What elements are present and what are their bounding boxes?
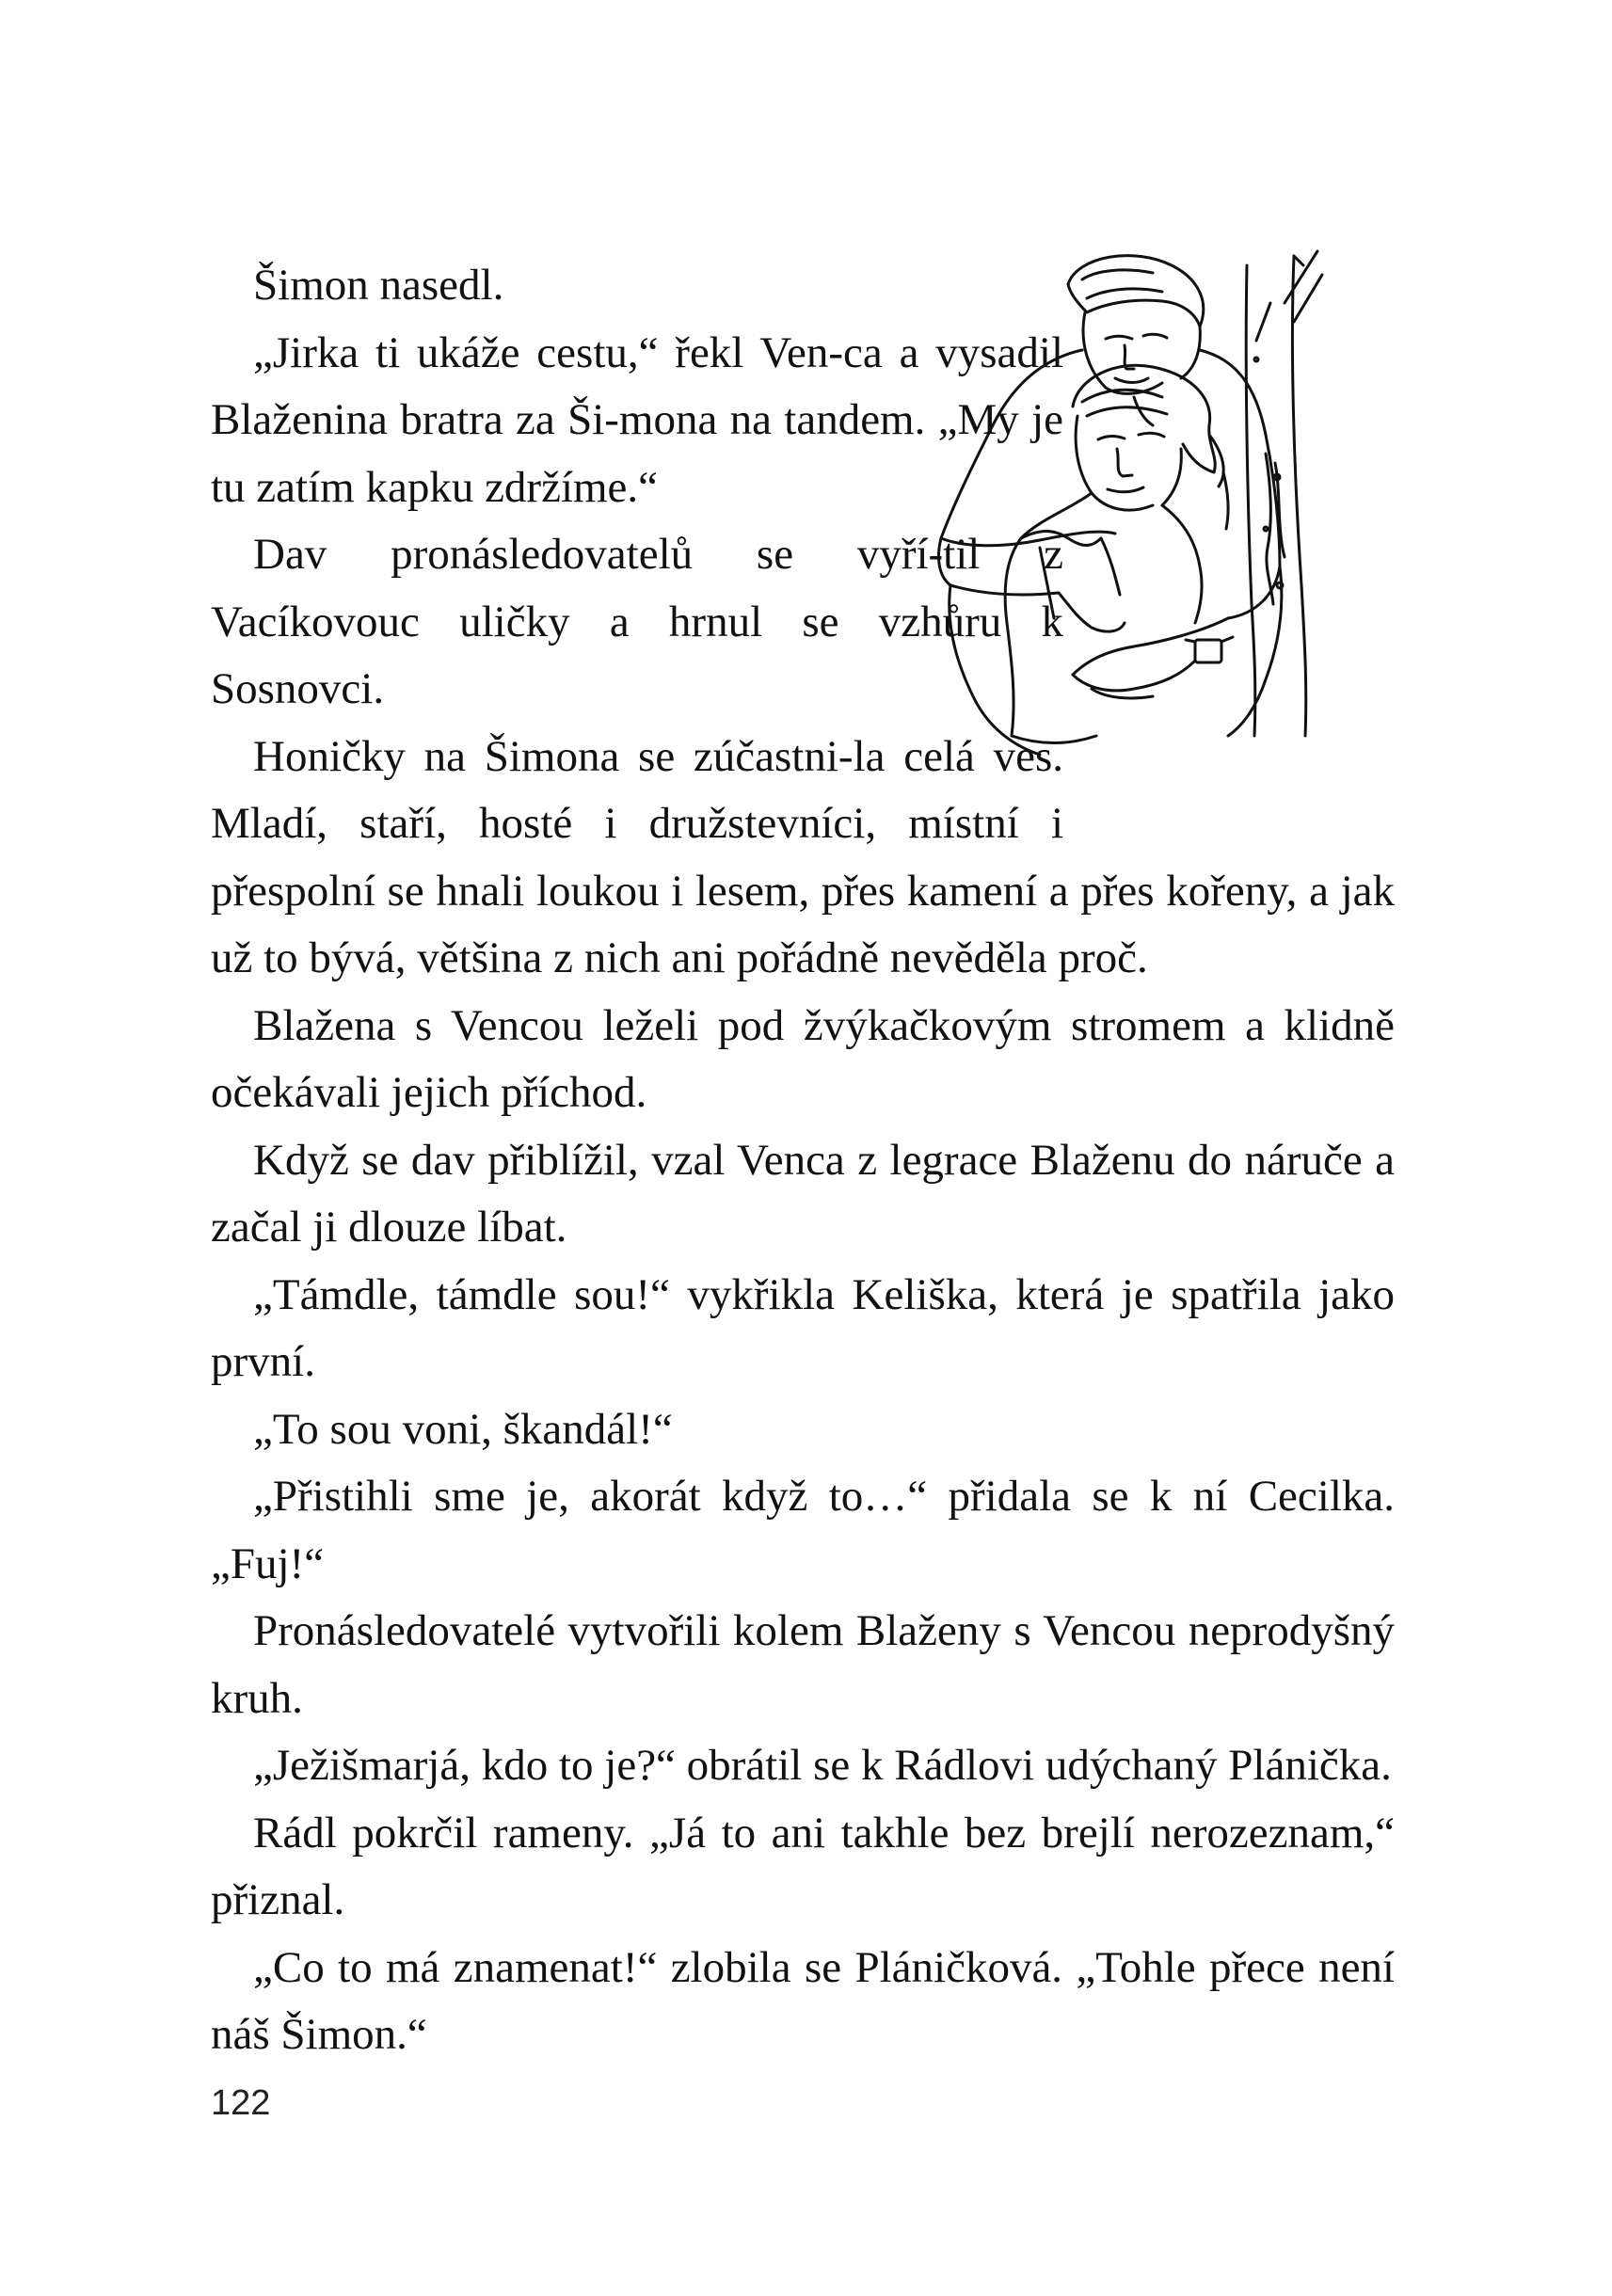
paragraph: „Ježišmarjá, kdo to je?“ obrátil se k Rádlovi udýchaný Plánička. xyxy=(253,1741,1392,1790)
page-number: 122 xyxy=(211,2083,271,2123)
paragraph: Dav pronásledovatelů se vyří-til z Vacíkovouc uličky a hrnul se vzhůru k Sosnovci. xyxy=(211,530,1063,713)
paragraph: „Přistihli sme je, akorát když to…“ přidala se k ní Cecilka. „Fuj!“ xyxy=(211,1472,1395,1588)
paragraph: Když se dav přiblížil, vzal Venca z legrace Blaženu do náruče a začal ji dlouze líbat. xyxy=(211,1135,1395,1252)
paragraph: „Támdle, támdle sou!“ vykřikla Keliška, která je spatřila jako první. xyxy=(211,1269,1395,1386)
paragraph: Pronásledovatelé vytvořili kolem Blaženy s Vencou neprodyšný kruh. xyxy=(211,1606,1395,1723)
paragraph: „To sou voni, škandál!“ xyxy=(253,1404,673,1454)
paragraph: Blažena s Vencou leželi pod žvýkačkovým stromem a klidně očekávali jejich příchod. xyxy=(211,1000,1395,1117)
paragraph: Rádl pokrčil rameny. „Já to ani takhle bez brejlí nerozeznam,“ přiznal. xyxy=(211,1808,1395,1924)
paragraph: „Jirka ti ukáže cestu,“ řekl Ven-ca a vysadil Blaženina bratra za Ši-mona na tandem. „My je tu zatím kapku zdržíme.“ xyxy=(211,327,1063,512)
illustration-wrap-spacer xyxy=(1063,252,1395,845)
body-text xyxy=(211,252,1395,2069)
paragraph: „Co to má znamenat!“ zlobila se Pláničková. „Tohle přece není náš Šimon.“ xyxy=(211,1942,1395,2059)
paragraph: Honičky na Šimona se zúčastni-la celá ves. Mladí, staří, hosté i družstevníci, místní i přespolní se hnali loukou i lesem, přes kamení a přes kořeny, a jak už to bývá, většina z nich ani pořádně nevěděla proč. xyxy=(211,731,1395,982)
paragraph: Šimon nasedl. xyxy=(253,261,504,310)
